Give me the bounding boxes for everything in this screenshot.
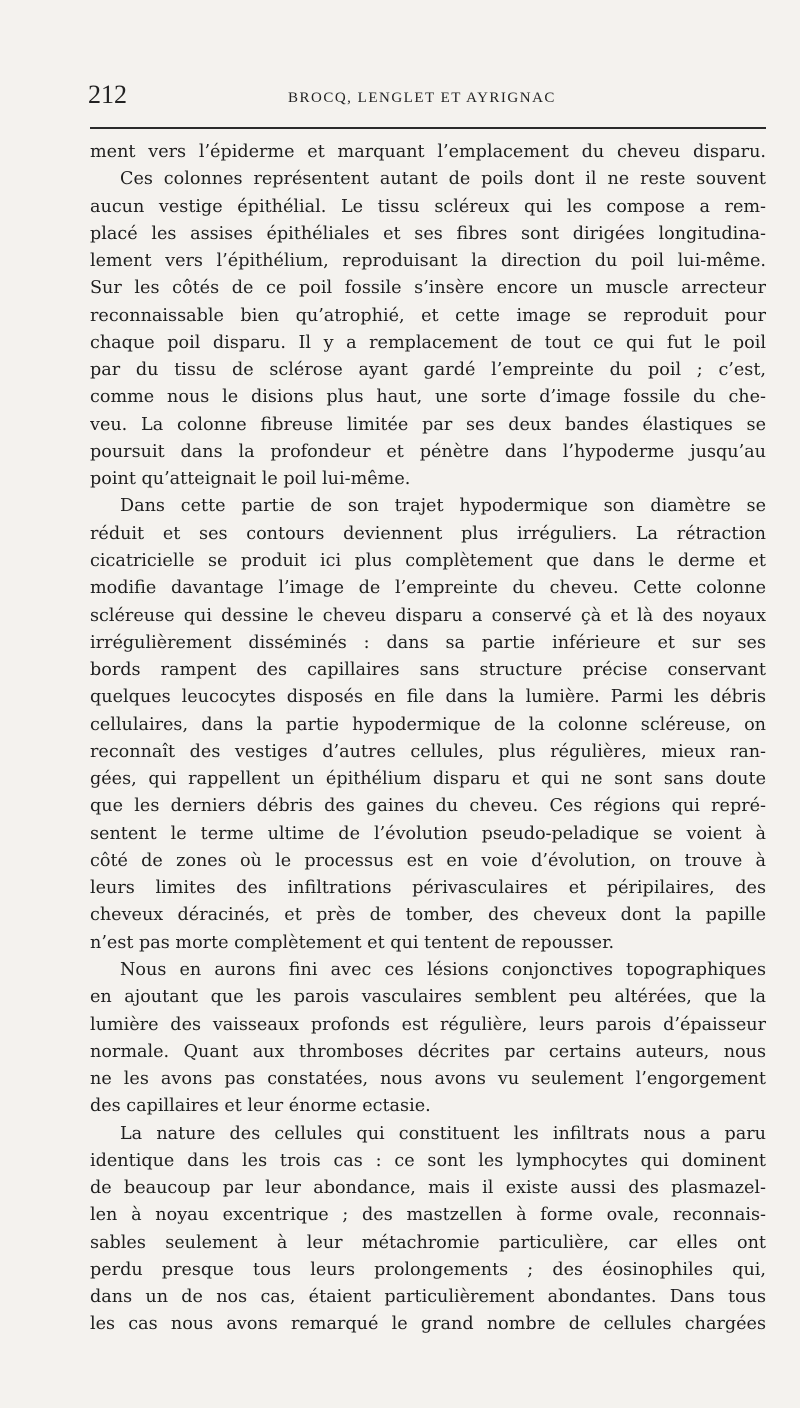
text-line: côté de zones où le processus est en voie d’évolution, on trouve à [90,850,766,871]
text-line: chaque poil disparu. Il y a remplacement de tout ce qui fut le poil [90,332,766,353]
text-line: quelques leucocytes disposés en file dans la lumière. Parmi les débris [90,687,766,708]
text-line: aucun vestige épithélial. Le tissu scléreux qui les compose a rem- [90,196,766,217]
page-header [88,80,768,116]
text-line: point qu’atteignait le poil lui-même. [90,469,411,490]
header-rule [90,127,766,129]
text-line: placé les assises épithéliales et ses fibres sont dirigées longitudina- [90,223,766,244]
text-line: cicatricielle se produit ici plus complètement que dans le derme et [90,550,766,571]
text-line: Dans cette partie de son trajet hypodermique son diamètre se [120,496,766,517]
text-line: ment vers l’épiderme et marquant l’emplacement du cheveu disparu. [90,142,766,162]
text-line: gées, qui rappellent un épithélium disparu et qui ne sont sans doute [90,769,766,790]
text-line: len à noyau excentrique ; des mastzellen à forme ovale, reconnais- [90,1205,766,1226]
text-line: bords rampent des capillaires sans structure précise conservant [90,660,766,681]
text-line: par du tissu de sclérose ayant gardé l’empreinte du poil ; c’est, [90,360,766,381]
text-line: cheveux déracinés, et près de tomber, des cheveux dont la papille [90,905,766,926]
text-line: cellulaires, dans la partie hypodermique de la colonne scléreuse, on [90,714,766,735]
text-line: leurs limites des infiltrations périvasculaires et péripilaires, des [90,878,766,899]
page-number: 212 [88,80,127,109]
text-line: identique dans les trois cas : ce sont les lymphocytes qui dominent [90,1150,766,1171]
text-line: sables seulement à leur métachromie particulière, car elles ont [90,1232,766,1253]
text-line: réduit et ses contours deviennent plus irréguliers. La rétraction [90,523,766,544]
body-text [90,139,766,1339]
text-line: Ces colonnes représentent autant de poils dont il ne reste souvent [120,169,766,190]
text-line: modifie davantage l’image de l’empreinte du cheveu. Cette colonne [90,578,766,599]
text-line: que les derniers débris des gaines du cheveu. Ces régions qui repré- [90,796,766,817]
text-line: La nature des cellules qui constituent les infiltrats nous a paru [120,1123,766,1144]
running-head: BROCQ, LENGLET ET AYRIGNAC [288,90,556,106]
text-line: reconnaît des vestiges d’autres cellules, plus régulières, mieux ran- [90,741,766,762]
text-line: irrégulièrement disséminés : dans sa partie inférieure et sur ses [90,632,766,653]
text-line: reconnaissable bien qu’atrophié, et cette image se reproduit pour [90,305,766,326]
text-line: les cas nous avons remarqué le grand nombre de cellules chargées [90,1314,766,1335]
text-line: scléreuse qui dessine le cheveu disparu a conservé çà et là des noyaux [90,605,766,626]
text-line: Sur les côtés de ce poil fossile s’insère encore un muscle arrecteur [90,278,766,299]
text-line: n’est pas morte complètement et qui tentent de repousser. [90,932,615,953]
text-line: de beaucoup par leur abondance, mais il existe aussi des plasmazel- [90,1178,766,1199]
text-line: comme nous le disions plus haut, une sorte d’image fossile du che- [90,387,766,408]
text-line: en ajoutant que les parois vasculaires semblent peu altérées, que la [90,987,766,1008]
text-line: normale. Quant aux thromboses décrites par certains auteurs, nous [90,1041,766,1062]
text-line: lement vers l’épithélium, reproduisant la direction du poil lui-même. [90,251,766,272]
text-line: des capillaires et leur énorme ectasie. [90,1096,431,1117]
text-line: perdu presque tous leurs prolongements ; des éosinophiles qui, [90,1259,766,1280]
text-line: Nous en aurons fini avec ces lésions conjonctives topographiques [120,959,766,980]
text-line: veu. La colonne fibreuse limitée par ses deux bandes élastiques se [90,414,766,435]
text-line: lumière des vaisseaux profonds est régulière, leurs parois d’épaisseur [90,1014,766,1035]
text-line: sentent le terme ultime de l’évolution pseudo-peladique se voient à [90,823,766,844]
text-line: ne les avons pas constatées, nous avons vu seulement l’engorgement [90,1069,766,1090]
text-line: poursuit dans la profondeur et pénètre dans l’hypoderme jusqu’au [90,441,766,462]
text-line: dans un de nos cas, étaient particulièrement abondantes. Dans tous [90,1287,766,1308]
